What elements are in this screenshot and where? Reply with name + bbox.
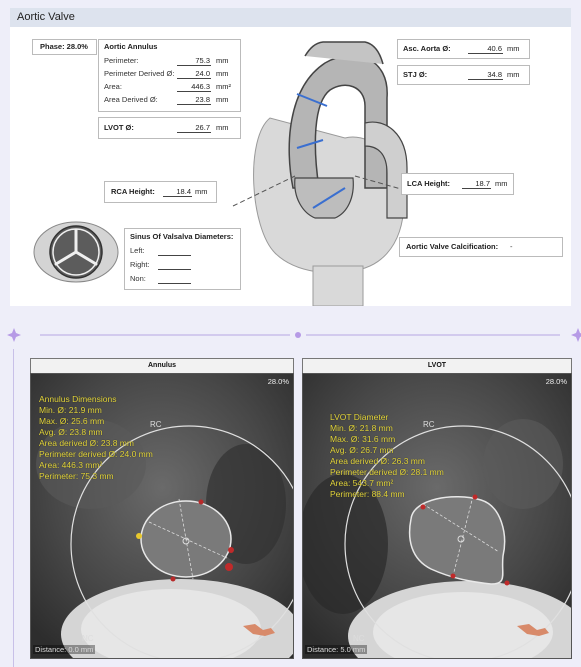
lvot-overlay-line: Area derived Ø: 26.3 mm <box>330 456 425 466</box>
sinus-right-label: Right: <box>130 260 150 269</box>
annulus-overlay-line: Perimeter derived Ø: 24.0 mm <box>39 449 153 459</box>
lca-label: LCA Height: <box>407 179 451 188</box>
lvot-phase-percent: 28.0% <box>545 377 567 386</box>
asc-aorta-box <box>397 39 530 59</box>
stj-box <box>397 65 530 85</box>
sparkle-left-icon <box>7 328 21 342</box>
annulus-nc-label: NC <box>82 634 94 643</box>
sinus-right-blank <box>158 269 191 270</box>
annulus-phase-percent: 28.0% <box>267 377 289 386</box>
annulus-overlay-line: Avg. Ø: 23.8 mm <box>39 427 103 437</box>
lvot-view-header: LVOT <box>302 358 572 374</box>
perimeter-label: Perimeter: <box>104 56 139 65</box>
annulus-overlay-line: Area derived Ø: 23.8 mm <box>39 438 134 448</box>
lvot-overlay-line: LVOT Diameter <box>330 412 389 422</box>
annulus-view-header: Annulus <box>30 358 294 374</box>
aortic-valve-icon <box>32 220 120 284</box>
heart-aorta-illustration <box>215 28 415 306</box>
sparkle-right-icon <box>571 328 581 342</box>
lca-value: 18.7 <box>462 179 491 189</box>
asc-aorta-value: 40.6 <box>468 44 503 54</box>
lvot-unit: mm <box>216 123 229 132</box>
rca-value: 18.4 <box>163 187 192 197</box>
annulus-overlay-line: Annulus Dimensions <box>39 394 117 404</box>
annulus-overlay-line: Perimeter: 75.3 mm <box>39 471 114 481</box>
lvot-ct-view[interactable] <box>302 373 572 659</box>
asc-aorta-unit: mm <box>507 44 520 53</box>
accent-line <box>13 349 14 667</box>
report-title: Aortic Valve <box>17 11 75 23</box>
annulus-overlay-line: Min. Ø: 21.9 mm <box>39 405 102 415</box>
annulus-overlay-line: Max. Ø: 25.6 mm <box>39 416 105 426</box>
rca-label: RCA Height: <box>111 187 155 196</box>
annulus-overlay-line: Area: 446.3 mm² <box>39 460 103 470</box>
area-derived-label: Area Derived Ø: <box>104 95 158 104</box>
sinus-non-blank <box>158 283 191 284</box>
rca-height-box <box>104 181 217 203</box>
lvot-label: LVOT Ø: <box>104 123 134 132</box>
perimeter-unit: mm <box>216 56 229 65</box>
sinus-heading: Sinus Of Valsalva Diameters: <box>130 232 234 241</box>
perimeter-derived-unit: mm <box>216 69 229 78</box>
annulus-heading: Aortic Annulus <box>104 42 158 51</box>
phase-box <box>32 39 97 55</box>
annulus-distance-label: Distance: 0.0 mm <box>35 645 94 654</box>
area-value: 446.3 <box>177 82 211 92</box>
calcification-box <box>399 237 563 257</box>
annulus-measurements-overlay <box>39 394 153 482</box>
lvot-overlay-line: Min. Ø: 21.8 mm <box>330 423 393 433</box>
lca-height-box <box>401 173 514 195</box>
lvot-distance-label: Distance: 5.0 mm <box>307 645 366 654</box>
aortic-annulus-box <box>98 39 241 112</box>
lvot-overlay-line: Max. Ø: 31.6 mm <box>330 434 396 444</box>
calcification-value: - <box>510 242 513 251</box>
lvot-overlay-line: Avg. Ø: 26.7 mm <box>330 445 394 455</box>
annulus-ct-view[interactable] <box>30 373 294 659</box>
sinus-non-label: Non: <box>130 274 146 283</box>
area-derived-value: 23.8 <box>177 95 211 105</box>
rca-unit: mm <box>195 187 208 196</box>
lvot-overlay-line: Area: 543.7 mm² <box>330 478 394 488</box>
sinus-left-label: Left: <box>130 246 145 255</box>
area-unit: mm² <box>216 82 231 91</box>
lvot-overlay-line: Perimeter derived Ø: 28.1 mm <box>330 467 444 477</box>
area-label: Area: <box>104 82 122 91</box>
stj-value: 34.8 <box>468 70 503 80</box>
aortic-valve-report <box>10 8 571 306</box>
annulus-rc-label: RC <box>150 420 162 429</box>
sinus-left-blank <box>158 255 191 256</box>
asc-aorta-label: Asc. Aorta Ø: <box>403 44 451 53</box>
lvot-rc-label: RC <box>423 420 435 429</box>
stj-unit: mm <box>507 70 520 79</box>
perimeter-derived-value: 24.0 <box>177 69 211 79</box>
stj-label: STJ Ø: <box>403 70 428 79</box>
lvot-value: 26.7 <box>177 123 211 133</box>
phase-label: Phase: 28.0% <box>40 42 88 51</box>
divider-dot-icon <box>295 332 301 338</box>
perimeter-value: 75.3 <box>177 56 211 66</box>
lvot-overlay-line: Perimeter: 88.4 mm <box>330 489 405 499</box>
lvot-nc-label: NC <box>353 634 365 643</box>
perimeter-derived-label: Perimeter Derived Ø: <box>104 69 175 78</box>
lvot-box <box>98 117 241 139</box>
area-derived-unit: mm <box>216 95 229 104</box>
lvot-measurements-overlay <box>330 412 444 500</box>
lca-unit: mm <box>495 179 508 188</box>
calcification-label: Aortic Valve Calcification: <box>406 242 499 251</box>
report-header <box>10 8 571 27</box>
section-divider <box>0 315 581 355</box>
sinus-valsalva-box <box>124 228 241 290</box>
